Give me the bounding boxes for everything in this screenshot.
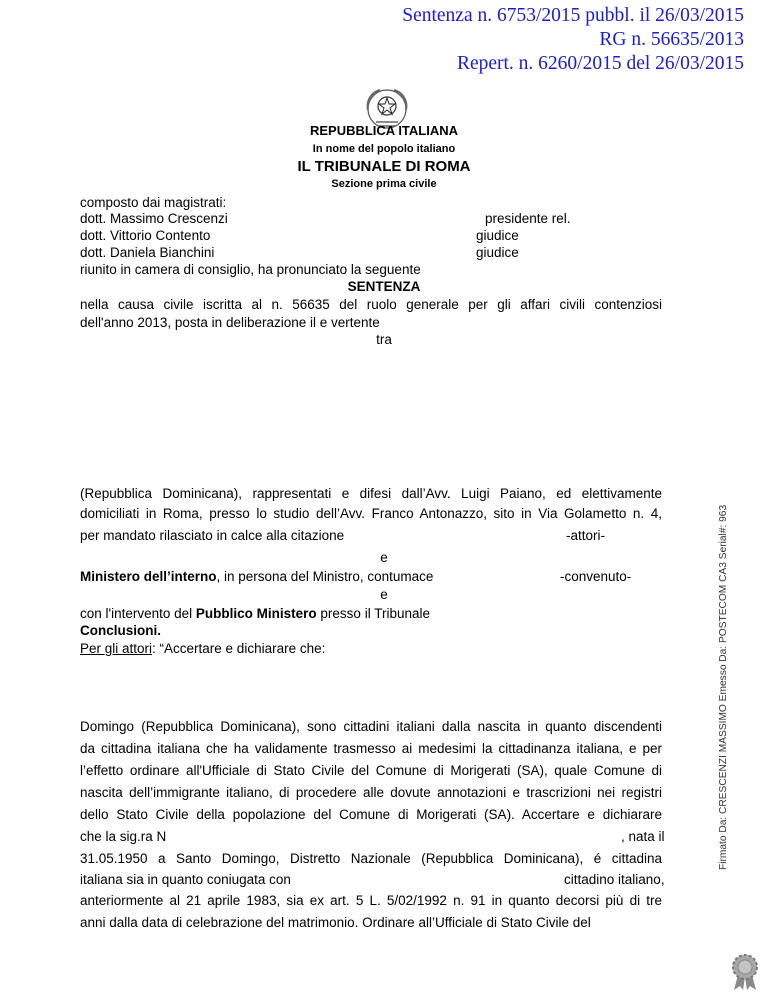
tra-label: tra (376, 332, 392, 347)
seal-ribbon-icon (728, 953, 762, 991)
judge-name-1: dott. Massimo Crescenzi (80, 211, 228, 226)
digital-signature-note: Firmato Da: CRESCENZI MASSIMO Emesso Da: POSTECOM CA3 Serial#: 963 (718, 504, 729, 870)
body-line-4: nascita dell’immigrante italiano, di procedere alle dovute annotazioni e trascrizioni nei registri (80, 785, 662, 800)
body-line-8b: cittadino italiano, (564, 872, 665, 887)
case-line-1: nella causa civile iscritta al n. 56635 del ruolo generale per gli affari civili contenziosi (80, 297, 662, 312)
convenuto-label: -convenuto- (560, 569, 632, 584)
document-header (402, 4, 744, 76)
body-line-8a: italiana sia in quanto coniugata con (80, 872, 291, 887)
judge-role-3: giudice (476, 245, 519, 260)
parties-line-1: (Repubblica Dominicana), rappresentati e difesi dall’Avv. Luigi Paiano, ed elettivamente (80, 486, 662, 501)
ministero-name: Ministero dell’interno (80, 569, 217, 584)
attori-conclusion-text: : “Accertare e dichiarare che: (152, 641, 326, 656)
conjunction-e-2: e (380, 587, 388, 602)
sentenza-heading: SENTENZA (347, 279, 421, 294)
section-subheading: Sezione prima civile (331, 178, 437, 190)
pm-pre: con l'intervento del (80, 606, 196, 621)
judge-name-2: dott. Vittorio Contento (80, 228, 211, 243)
pm-post: presso il Tribunale (316, 606, 430, 621)
republic-heading: REPUBBLICA ITALIANA (309, 123, 459, 138)
judge-name-3: dott. Daniela Bianchini (80, 245, 215, 260)
attori-conclusion-label: Per gli attori (80, 641, 153, 656)
court-heading: IL TRIBUNALE DI ROMA (297, 158, 471, 175)
ministero-detail: , in persona del Ministro, contumace (216, 569, 434, 584)
parties-line-3: per mandato rilasciato in calce alla citazione (80, 528, 345, 543)
parties-line-2: domiciliati in Roma, presso lo studio dell’Avv. Franco Antonazzo, sito in Via Golametto n. 4, (80, 506, 662, 521)
pm-line (80, 605, 430, 623)
body-line-5: dello Stato Civile della popolazione del Comune di Morigerati (SA). Accertare e dichiarare (80, 807, 662, 822)
case-line-2: dell'anno 2013, posta in deliberazione il e vertente (80, 315, 380, 330)
conclusioni-heading: Conclusioni. (80, 623, 161, 638)
conjunction-e-1: e (380, 550, 388, 565)
judge-role-2: giudice (476, 228, 519, 243)
body-line-2: da cittadina italiana che ha validamente trasmesso ai medesimi la cittadinanza italiana, e per (80, 741, 662, 756)
body-line-9: anteriormente al 21 aprile 1983, sia ex art. 5 L. 5/02/1992 n. 91 in quanto decorsi più di tre (80, 893, 662, 908)
body-line-3: l’effetto ordinare all'Ufficiale di Stato Civile del Comune di Morigerati (SA), quale Comune di (80, 763, 662, 778)
people-subheading: In nome del popolo italiano (312, 143, 456, 155)
rg-number: RG n. 56635/2013 (599, 29, 744, 50)
ministero-line (80, 568, 433, 586)
sentence-number: Sentenza n. 6753/2015 pubbl. il 26/03/2015 (402, 5, 744, 26)
repertory-number: Repert. n. 6260/2015 del 26/03/2015 (456, 53, 744, 74)
body-line-10: anni dalla data di celebrazione del matrimonio. Ordinare all’Ufficiale di Stato Civile del (80, 915, 591, 930)
composition-outro: riunito in camera di consiglio, ha pronunciato la seguente (80, 262, 421, 277)
body-line-6b: , nata il (621, 829, 665, 844)
pm-name: Pubblico Ministero (195, 606, 317, 621)
judge-role-1: presidente rel. (485, 211, 571, 226)
body-line-6a: che la sig.ra N (80, 829, 167, 844)
body-line-7: 31.05.1950 a Santo Domingo, Distretto Nazionale (Repubblica Dominicana), é cittadina (80, 851, 662, 866)
body-line-1: Domingo (Repubblica Dominicana), sono cittadini italiani dalla nascita in quanto discendenti (80, 719, 662, 734)
attori-conclusion (80, 640, 325, 658)
composition-intro: composto dai magistrati: (80, 195, 227, 210)
attori-label: -attori- (566, 528, 606, 543)
